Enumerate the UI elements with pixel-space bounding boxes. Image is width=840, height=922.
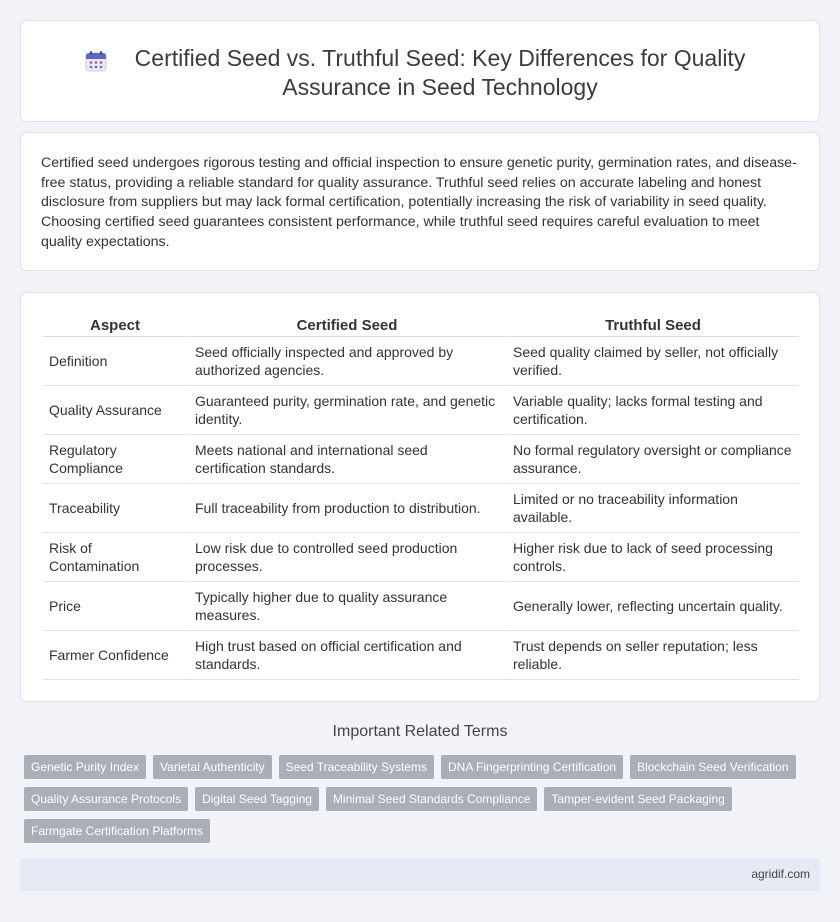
title-card: [20, 20, 820, 122]
term-tag[interactable]: Quality Assurance Protocols: [24, 787, 188, 811]
certified-cell: Meets national and international seed certification standards.: [187, 435, 505, 484]
certified-cell: Guaranteed purity, germination rate, and genetic identity.: [187, 386, 505, 435]
table-row: [43, 435, 799, 484]
aspect-cell: Traceability: [43, 484, 187, 533]
comparison-card: [20, 292, 820, 702]
table-row: [43, 533, 799, 582]
table-row: [43, 631, 799, 680]
truthful-cell: Variable quality; lacks formal testing and certification.: [505, 386, 799, 435]
certified-cell: Typically higher due to quality assurance measures.: [187, 582, 505, 631]
term-tag[interactable]: Farmgate Certification Platforms: [24, 819, 210, 843]
term-tag[interactable]: Seed Traceability Systems: [279, 755, 434, 779]
certified-cell: Full traceability from production to distribution.: [187, 484, 505, 533]
term-tag[interactable]: DNA Fingerprinting Certification: [441, 755, 623, 779]
certified-cell: Low risk due to controlled seed production processes.: [187, 533, 505, 582]
term-tag[interactable]: Genetic Purity Index: [24, 755, 146, 779]
table-row: [43, 582, 799, 631]
truthful-cell: Generally lower, reflecting uncertain quality.: [505, 582, 799, 631]
page-title: Certified Seed vs. Truthful Seed: Key Differences for Quality Assurance in Seed Technology: [134, 45, 746, 100]
aspect-cell: Risk of Contamination: [43, 533, 187, 582]
header-aspect: Aspect: [43, 315, 187, 337]
truthful-cell: No formal regulatory oversight or compliance assurance.: [505, 435, 799, 484]
calendar-icon: [85, 50, 107, 72]
truthful-cell: Trust depends on seller reputation; less reliable.: [505, 631, 799, 680]
intro-card: [20, 132, 820, 271]
term-tag[interactable]: Digital Seed Tagging: [195, 787, 319, 811]
certified-cell: Seed officially inspected and approved by authorized agencies.: [187, 337, 505, 386]
intro-text: Certified seed undergoes rigorous testing and official inspection to ensure genetic purity, germination rates, and disease-free status, providing a reliable standard for quality assurance. Truthful seed relies on accurate labeling and honest disclosure from suppliers but may lack formal certification, potentially increasing the risk of variability in seed quality. Choosing certified seed guarantees consistent performance, while truthful seed requires careful evaluation to meet quality expectations.: [41, 155, 797, 250]
table-row: [43, 484, 799, 533]
truthful-cell: Higher risk due to lack of seed processing controls.: [505, 533, 799, 582]
related-terms-list: [24, 755, 824, 843]
footer: [20, 858, 820, 891]
aspect-cell: Price: [43, 582, 187, 631]
term-tag[interactable]: Blockchain Seed Verification: [630, 755, 795, 779]
header-certified: Certified Seed: [187, 315, 505, 337]
certified-cell: High trust based on official certification and standards.: [187, 631, 505, 680]
comparison-table: [43, 315, 799, 680]
term-tag[interactable]: Varietal Authenticity: [153, 755, 272, 779]
footer-site[interactable]: agridif.com: [751, 867, 810, 881]
aspect-cell: Quality Assurance: [43, 386, 187, 435]
related-terms-heading: Important Related Terms: [332, 723, 508, 740]
header-truthful: Truthful Seed: [505, 315, 799, 337]
aspect-cell: Regulatory Compliance: [43, 435, 187, 484]
table-header-row: [43, 315, 799, 337]
term-tag[interactable]: Minimal Seed Standards Compliance: [326, 787, 537, 811]
truthful-cell: Seed quality claimed by seller, not officially verified.: [505, 337, 799, 386]
aspect-cell: Definition: [43, 337, 187, 386]
title-wrap: [21, 44, 819, 102]
term-tag[interactable]: Tamper-evident Seed Packaging: [544, 787, 731, 811]
aspect-cell: Farmer Confidence: [43, 631, 187, 680]
table-row: [43, 337, 799, 386]
truthful-cell: Limited or no traceability information available.: [505, 484, 799, 533]
table-row: [43, 386, 799, 435]
